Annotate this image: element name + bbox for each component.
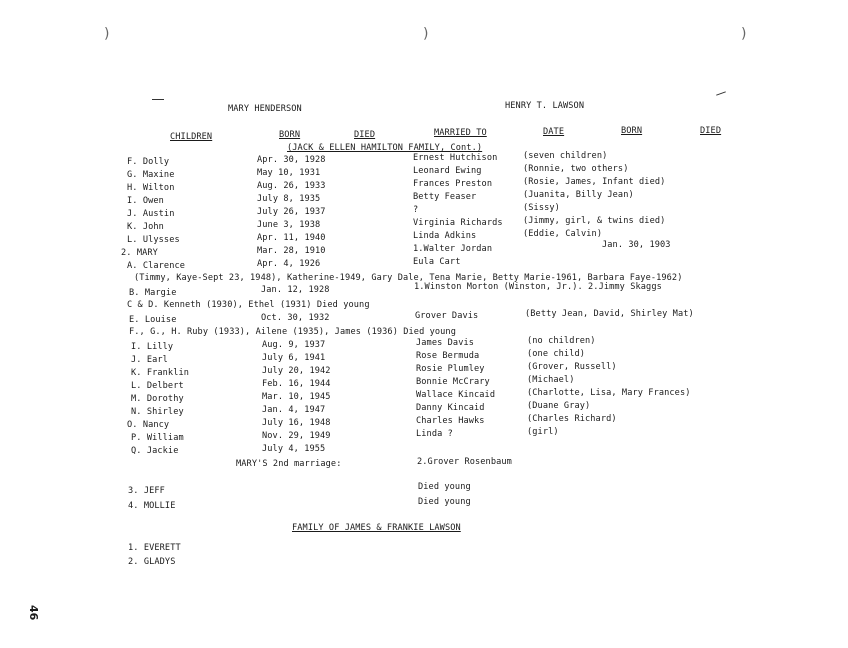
child-name: G. Maxine	[127, 170, 175, 180]
married-to: Virginia Richards	[413, 218, 503, 228]
margie-name: B. Margie	[129, 288, 177, 298]
child-name: L. Delbert	[131, 381, 184, 391]
louise-note: (Betty Jean, David, Shirley Mat)	[525, 309, 694, 319]
punch-mark: )	[104, 26, 110, 42]
born-date: Nov. 29, 1949	[262, 431, 331, 441]
note: (Juanita, Billy Jean)	[523, 190, 634, 200]
child-name: L. Ulysses	[127, 235, 180, 245]
married-to: Betty Feaser	[413, 192, 477, 202]
born-date: July 16, 1948	[262, 418, 331, 428]
born-date: June 3, 1938	[257, 220, 321, 230]
married-to: Rosie Plumley	[416, 364, 485, 374]
child-name: I. Lilly	[131, 342, 174, 352]
child-name: K. John	[127, 222, 164, 232]
mary-married: 1.Walter Jordan	[413, 244, 493, 254]
child-name: Q. Jackie	[131, 446, 179, 456]
note: (Rosie, James, Infant died)	[523, 177, 666, 187]
married-to: Bonnie McCrary	[416, 377, 490, 387]
left-name: MARY HENDERSON	[228, 104, 302, 114]
born-date: Mar. 10, 1945	[262, 392, 331, 402]
born-date: Aug. 9, 1937	[262, 340, 326, 350]
child-name: J. Austin	[127, 209, 175, 219]
note: (Grover, Russell)	[527, 362, 617, 372]
family2-child: 1. EVERETT	[128, 543, 181, 553]
mollie-name: 4. MOLLIE	[128, 501, 176, 511]
clarence-children: (Timmy, Kaye-Sept 23, 1948), Katherine-1949, Gary Dale, Tena Marie, Betty Marie-1961, Barbara Faye-1962)	[134, 273, 683, 283]
jeff-status: Died young	[418, 482, 471, 492]
note: (Eddie, Calvin)	[523, 229, 603, 239]
scan-dash	[716, 91, 726, 95]
born-date: July 6, 1941	[262, 353, 326, 363]
note: (Duane Gray)	[527, 401, 591, 411]
mary-date: Jan. 30, 1903	[602, 240, 671, 250]
child-name: F. Dolly	[127, 157, 170, 167]
note: (one child)	[527, 349, 586, 359]
louise-married: Grover Davis	[415, 311, 479, 321]
second-marriage-to: 2.Grover Rosenbaum	[417, 457, 512, 467]
born-date: July 8, 1935	[257, 194, 321, 204]
page-number: 46	[27, 605, 40, 621]
born-date: July 20, 1942	[262, 366, 331, 376]
col-died: DIED	[354, 130, 376, 140]
born-date: Aug. 26, 1933	[257, 181, 326, 191]
mary-born: Mar. 28, 1910	[257, 246, 326, 256]
note: (Sissy)	[523, 203, 560, 213]
note: (Michael)	[527, 375, 575, 385]
born-date: Apr. 11, 1940	[257, 233, 326, 243]
born-date: May 10, 1931	[257, 168, 321, 178]
family2-title: FAMILY OF JAMES & FRANKIE LAWSON	[292, 523, 461, 533]
married-to: Ernest Hutchison	[413, 153, 498, 163]
married-to: Linda ?	[416, 429, 453, 439]
col-date: DATE	[543, 127, 565, 137]
col-born: BORN	[279, 130, 301, 140]
married-to: Wallace Kincaid	[416, 390, 496, 400]
married-to: James Davis	[416, 338, 475, 348]
second-marriage-label: MARY'S 2nd marriage:	[236, 459, 342, 469]
col-children: CHILDREN	[170, 132, 213, 142]
col-died2: DIED	[700, 126, 722, 136]
note: (Charles Richard)	[527, 414, 617, 424]
note: (Ronnie, two others)	[523, 164, 629, 174]
married-to: Danny Kincaid	[416, 403, 485, 413]
louise-name: E. Louise	[129, 315, 177, 325]
child-name: H. Wilton	[127, 183, 175, 193]
family-cont-title: (JACK & ELLEN HAMILTON FAMILY, Cont.)	[287, 143, 483, 153]
margie-born: Jan. 12, 1928	[261, 285, 330, 295]
family2-child: 2. GLADYS	[128, 557, 176, 567]
clarence-married: Eula Cart	[413, 257, 461, 267]
born-date: July 26, 1937	[257, 207, 326, 217]
louise-born: Oct. 30, 1932	[261, 313, 330, 323]
fgh-line: F., G., H. Ruby (1933), Ailene (1935), James (1936) Died young	[129, 327, 456, 337]
mollie-status: Died young	[418, 497, 471, 507]
col-born2: BORN	[621, 126, 643, 136]
married-to: Leonard Ewing	[413, 166, 482, 176]
child-name: K. Franklin	[131, 368, 190, 378]
married-to: Rose Bermuda	[416, 351, 480, 361]
born-date: Feb. 16, 1944	[262, 379, 331, 389]
punch-mark: )	[423, 26, 429, 42]
married-to: ?	[413, 205, 419, 215]
married-to: Linda Adkins	[413, 231, 477, 241]
clarence-born: Apr. 4, 1926	[257, 259, 321, 269]
born-date: Apr. 30, 1928	[257, 155, 326, 165]
punch-mark: )	[741, 26, 747, 42]
margie-married: 1.Winston Morton (Winston, Jr.). 2.Jimmy Skaggs	[414, 282, 662, 292]
note: (seven children)	[523, 151, 608, 161]
note: (girl)	[527, 427, 559, 437]
mary-name: 2. MARY	[121, 248, 158, 258]
note: (Jimmy, girl, & twins died)	[523, 216, 666, 226]
note: (no children)	[527, 336, 596, 346]
born-date: Jan. 4, 1947	[262, 405, 326, 415]
clarence-name: A. Clarence	[127, 261, 186, 271]
right-name: HENRY T. LAWSON	[505, 101, 585, 111]
cd-line: C & D. Kenneth (1930), Ethel (1931) Died young	[127, 300, 370, 310]
child-name: M. Dorothy	[131, 394, 184, 404]
col-married-to: MARRIED TO	[434, 128, 487, 138]
child-name: N. Shirley	[131, 407, 184, 417]
born-date: July 4, 1955	[262, 444, 326, 454]
married-to: Charles Hawks	[416, 416, 485, 426]
scan-dash	[152, 99, 164, 100]
jeff-name: 3. JEFF	[128, 486, 165, 496]
note: (Charlotte, Lisa, Mary Frances)	[527, 388, 691, 398]
child-name: J. Earl	[131, 355, 168, 365]
child-name: O. Nancy	[127, 420, 170, 430]
child-name: P. William	[131, 433, 184, 443]
child-name: I. Owen	[127, 196, 164, 206]
married-to: Frances Preston	[413, 179, 493, 189]
